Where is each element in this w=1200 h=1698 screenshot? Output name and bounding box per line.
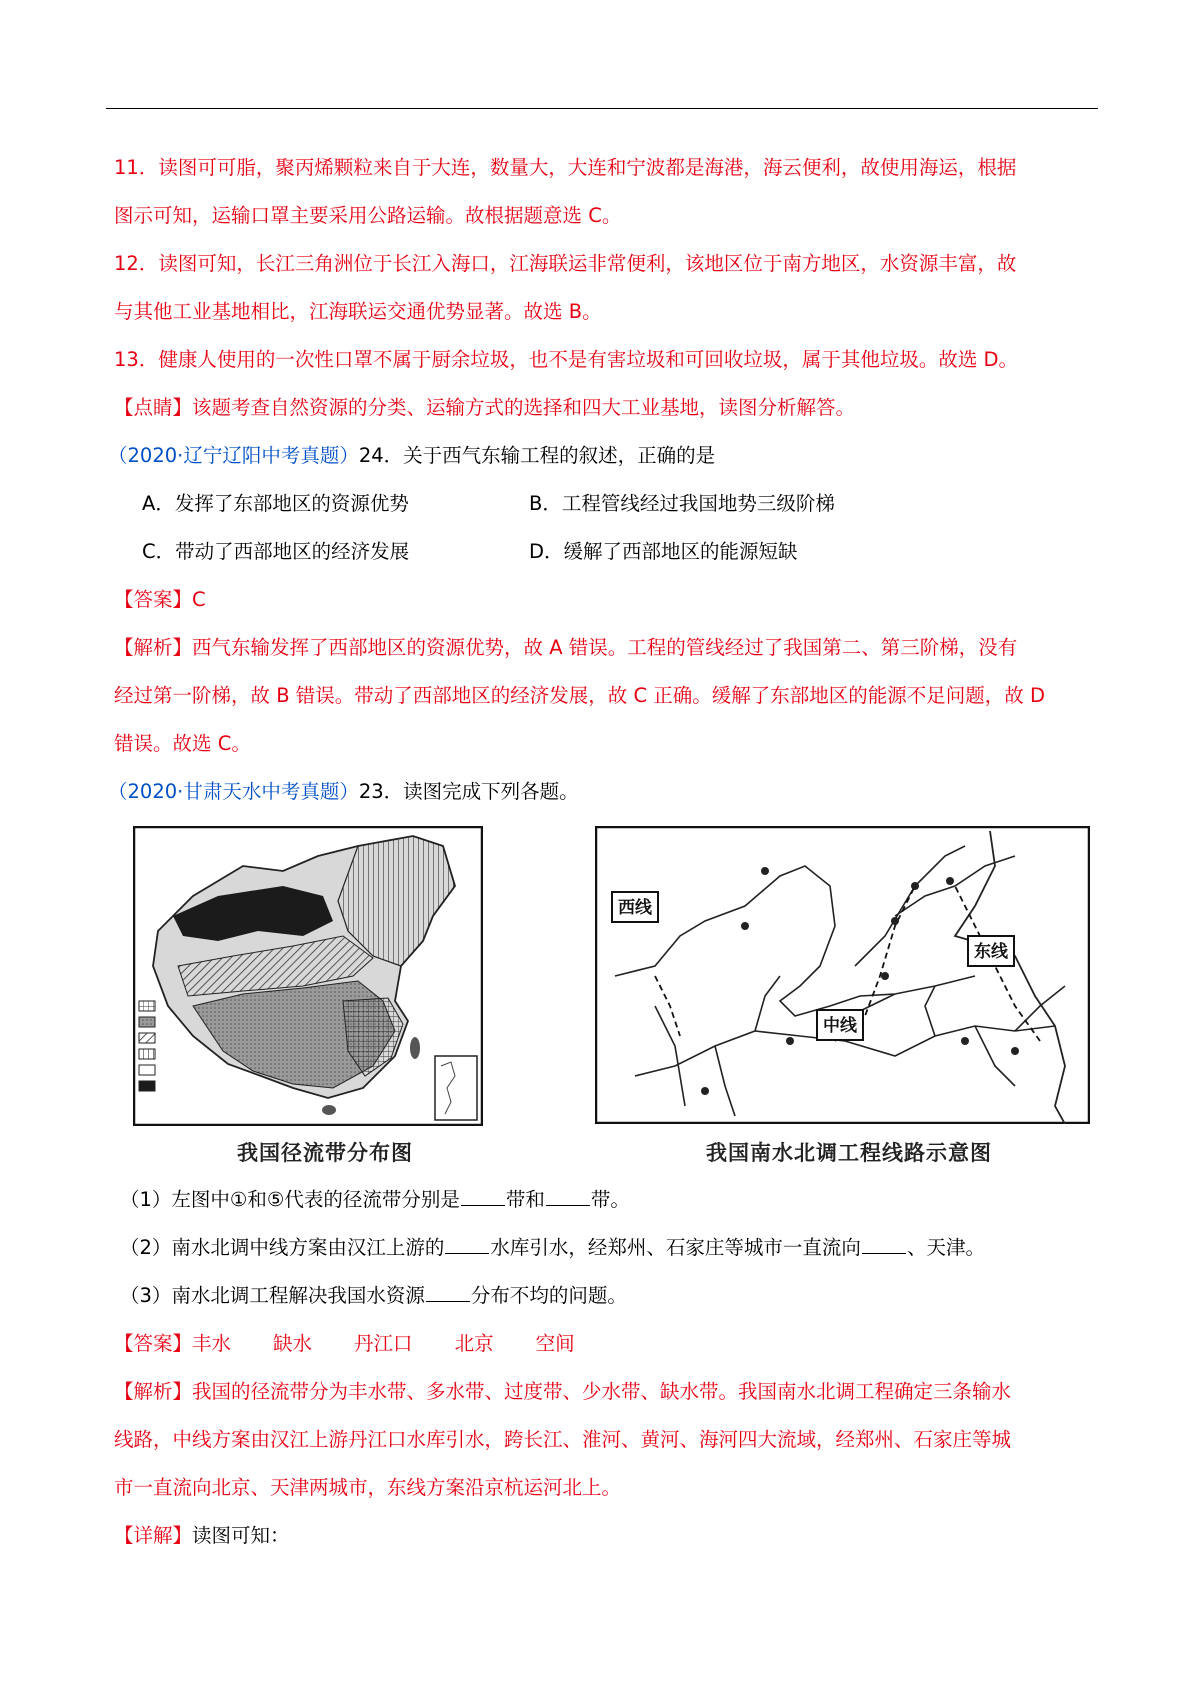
blank-2[interactable] [546, 1187, 590, 1206]
sub2-part-b: 水库引水，经郑州、石家庄等城市一直流向 [490, 1236, 861, 1259]
blank-5[interactable] [426, 1283, 470, 1302]
question-24-stem [108, 441, 715, 471]
answer-24-value: C [192, 588, 206, 611]
question-24-text: 24．关于西气东输工程的叙述，正确的是 [358, 444, 716, 467]
explanation-12-line-2: 与其他工业基地相比，江海联运交通优势显著。故选 B。 [114, 300, 602, 323]
answer-24 [114, 585, 206, 615]
blank-4[interactable] [862, 1235, 906, 1254]
dianjing-text: 该题考查自然资源的分类、运输方式的选择和四大工业基地，读图分析解答。 [192, 396, 856, 419]
detail-23 [114, 1521, 290, 1551]
detail-23-text: 读图可知： [192, 1524, 290, 1547]
analysis-24-tag: 【解析】 [114, 636, 193, 659]
answer-23-item: 空间 [535, 1332, 575, 1355]
detail-23-tag: 【详解】 [114, 1524, 193, 1547]
runoff-zone-map [133, 826, 483, 1126]
sub1-part-a: （1）左图中①和⑤代表的径流带分别是 [120, 1188, 460, 1211]
question-23-stem [108, 777, 579, 807]
analysis-23-text-1: 我国的径流带分为丰水带、多水带、过度带、少水带、缺水带。我国南水北调工程确定三条输水 [192, 1380, 1012, 1403]
analysis-23-line-2: 线路，中线方案由汉江上游丹江口水库引水，跨长江、淮河、黄河、海河四大流域，经郑州、石家庄等城 [114, 1428, 1012, 1451]
route-east-label: 东线 [974, 942, 1008, 962]
option-b: B．工程管线经过我国地势三级阶梯 [529, 492, 835, 515]
analysis-23-tag: 【解析】 [114, 1380, 193, 1403]
answer-23-item: 丰水 [192, 1332, 232, 1355]
answer-23-item: 丹江口 [354, 1332, 413, 1355]
sub3-part-b: 分布不均的问题。 [470, 1284, 627, 1307]
right-figure-caption: 我国南水北调工程线路示意图 [706, 1141, 992, 1165]
route-middle-label: 中线 [823, 1016, 857, 1036]
option-c: C．带动了西部地区的经济发展 [142, 540, 410, 563]
explanation-13: 13．健康人使用的一次性口罩不属于厨余垃圾，也不是有害垃圾和可回收垃圾，属于其他垃圾。故选 D。 [114, 348, 1019, 371]
answer-24-tag: 【答案】 [114, 588, 193, 611]
answer-23-item: 北京 [454, 1332, 494, 1355]
sub-question-3 [120, 1281, 627, 1311]
sub1-part-c: 带。 [590, 1188, 630, 1211]
blank-3[interactable] [445, 1235, 489, 1254]
question-24-source: （2020·辽宁辽阳中考真题） [108, 444, 359, 467]
left-figure-caption: 我国径流带分布图 [237, 1141, 413, 1165]
analysis-24-line-3: 错误。故选 C。 [114, 732, 251, 755]
answer-23-item: 缺水 [273, 1332, 313, 1355]
dianjing-note [114, 393, 855, 423]
header-rule [106, 108, 1098, 109]
sub2-part-a: （2）南水北调中线方案由汉江上游的 [120, 1236, 445, 1259]
option-a: A．发挥了东部地区的资源优势 [142, 492, 409, 515]
water-diversion-map [595, 826, 1090, 1124]
answer-23 [114, 1329, 575, 1359]
question-23-source: （2020·甘肃天水中考真题） [108, 780, 359, 803]
option-d: D．缓解了西部地区的能源短缺 [529, 540, 798, 563]
answer-23-tag: 【答案】 [114, 1332, 193, 1355]
sub2-part-c: 、天津。 [906, 1236, 985, 1259]
explanation-12-line-1: 12．读图可知，长江三角洲位于长江入海口，江海联运非常便利，该地区位于南方地区，水资源丰富，故 [114, 252, 1017, 275]
analysis-24-text-1: 西气东输发挥了西部地区的资源优势，故 A 错误。工程的管线经过了我国第二、第三阶梯，没有 [192, 636, 1018, 659]
explanation-11-line-2: 图示可知，运输口罩主要采用公路运输。故根据题意选 C。 [114, 204, 622, 227]
dianjing-tag: 【点睛】 [114, 396, 193, 419]
analysis-24-line-1 [114, 633, 1017, 663]
blank-1[interactable] [461, 1187, 505, 1206]
explanation-11-line-1: 11．读图可可脂，聚丙烯颗粒来自于大连，数量大，大连和宁波都是海港，海云便利，故使用海运，根据 [114, 156, 1017, 179]
analysis-23-line-3: 市一直流向北京、天津两城市，东线方案沿京杭运河北上。 [114, 1476, 622, 1499]
question-23-text: 23．读图完成下列各题。 [358, 780, 579, 803]
route-west-label: 西线 [618, 898, 652, 918]
sub-question-2 [120, 1233, 985, 1263]
sub1-part-b: 带和 [505, 1188, 545, 1211]
analysis-23-line-1 [114, 1377, 1011, 1407]
sub3-part-a: （3）南水北调工程解决我国水资源 [120, 1284, 425, 1307]
sub-question-1 [120, 1185, 630, 1215]
analysis-24-line-2: 经过第一阶梯，故 B 错误。带动了西部地区的经济发展，故 C 正确。缓解了东部地区的能源不足问题，故 D [114, 684, 1046, 707]
